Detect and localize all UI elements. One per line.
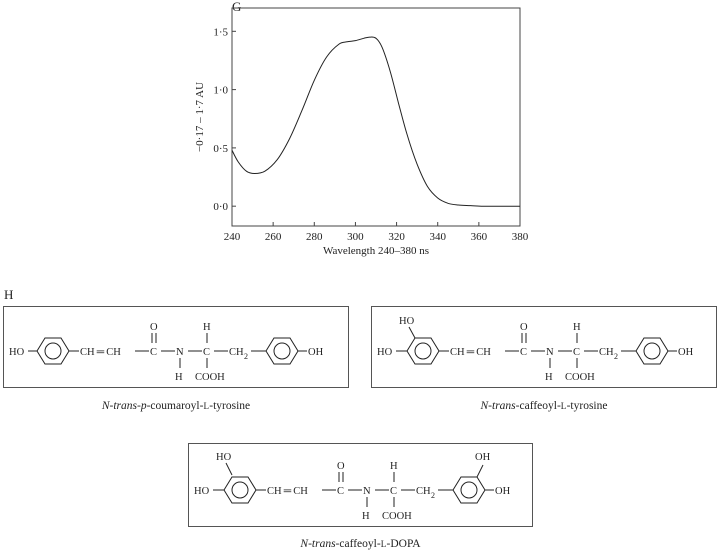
carbonyl-carbon-label: C — [520, 347, 528, 358]
amide-nitrogen-label: N — [546, 347, 554, 358]
carboxyl-label: COOH — [565, 372, 595, 383]
y-tick-label: 0·0 — [213, 201, 228, 214]
alpha-hydrogen-label: H — [390, 461, 398, 472]
methylene-subscript: 2 — [244, 352, 248, 361]
x-tick-label: 240 — [223, 231, 241, 243]
amide-hydrogen-label: H — [175, 372, 183, 383]
plot-frame — [232, 8, 520, 226]
amide-nitrogen-label: N — [363, 486, 371, 497]
x-tick-label: 300 — [347, 231, 364, 243]
uv-spectrum-chart — [0, 0, 720, 270]
x-tick-label: 340 — [429, 231, 446, 243]
panel-h-label: H — [4, 287, 14, 302]
compound-2-caption: N-trans-caffeoyl-L-tyrosine — [480, 400, 608, 412]
compound-3-structure-box — [188, 443, 533, 527]
carbonyl-oxygen-label: O — [337, 461, 345, 472]
methylene-label: CH — [416, 486, 431, 497]
carbonyl-oxygen-label: O — [520, 322, 528, 333]
hydroxyl-label: OH — [495, 486, 511, 497]
hydroxyl-label: OH — [475, 452, 491, 463]
hydroxyl-label: HO — [399, 316, 415, 327]
x-tick-label: 380 — [511, 231, 529, 243]
y-axis-label: −0·17 – 1·7 AU — [194, 81, 206, 153]
alpha-carbon-label: C — [573, 347, 581, 358]
carbonyl-carbon-label: C — [337, 486, 345, 497]
vinyl-label: CH ═ CH — [450, 347, 491, 358]
x-tick-label: 360 — [470, 231, 488, 243]
y-tick-label: 1·0 — [213, 84, 228, 97]
alpha-carbon-label: C — [390, 486, 398, 497]
coumaroyl-tyrosine-structure — [4, 307, 348, 387]
carbonyl-oxygen-label: O — [150, 322, 158, 333]
amide-hydrogen-label: H — [545, 372, 553, 383]
panel-g-label: G — [232, 0, 242, 14]
carboxyl-label: COOH — [382, 511, 412, 522]
compound-1-caption: N-trans-p-coumaroyl-L-tyrosine — [101, 400, 251, 412]
carboxyl-label: COOH — [195, 372, 225, 383]
alpha-hydrogen-label: H — [573, 322, 581, 333]
hydroxyl-label: HO — [216, 452, 232, 463]
compound-1-structure-box — [3, 306, 349, 388]
amide-nitrogen-label: N — [176, 347, 184, 358]
compound-2-structure-box — [371, 306, 717, 388]
vinyl-label: CH ═ CH — [80, 347, 121, 358]
carbonyl-carbon-label: C — [150, 347, 158, 358]
absorbance-series-line — [232, 37, 520, 206]
compound-3-caption: N-trans-caffeoyl-L-DOPA — [300, 538, 421, 550]
caffeoyl-dopa-structure — [189, 444, 532, 526]
y-tick-label: 1·5 — [213, 26, 228, 39]
caffeoyl-tyrosine-structure — [372, 307, 716, 387]
hydroxyl-label: HO — [194, 486, 210, 497]
alpha-hydrogen-label: H — [203, 322, 211, 333]
amide-hydrogen-label: H — [362, 511, 370, 522]
x-tick-label: 280 — [306, 231, 323, 243]
hydroxyl-label: HO — [9, 347, 25, 358]
hydroxyl-label: OH — [678, 347, 694, 358]
methylene-subscript: 2 — [431, 491, 435, 500]
methylene-label: CH — [599, 347, 614, 358]
y-tick-label: 0·5 — [213, 142, 228, 155]
methylene-subscript: 2 — [614, 352, 618, 361]
x-axis-ticks — [224, 222, 529, 243]
x-axis-label: Wavelength 240–380 ns — [322, 245, 430, 257]
x-tick-label: 260 — [264, 231, 282, 243]
hydroxyl-label: HO — [377, 347, 393, 358]
y-axis-ticks — [213, 26, 236, 213]
methylene-label: CH — [229, 347, 244, 358]
alpha-carbon-label: C — [203, 347, 211, 358]
hydroxyl-label: OH — [308, 347, 324, 358]
vinyl-label: CH ═ CH — [267, 486, 308, 497]
x-tick-label: 320 — [388, 231, 405, 243]
